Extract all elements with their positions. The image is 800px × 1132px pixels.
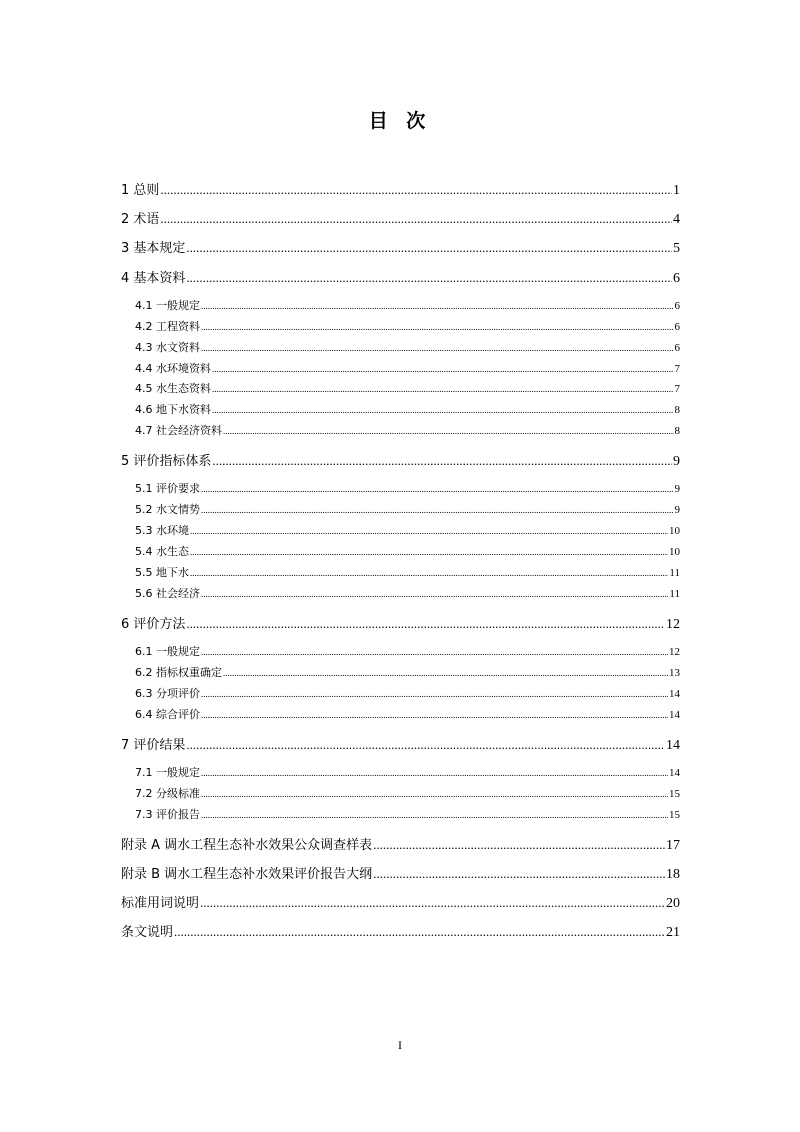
- toc-entry-label: 4.4 水环境资料: [135, 362, 211, 375]
- toc-entry-label: 5.1 评价要求: [135, 482, 200, 495]
- toc-entry-page-number: 7: [674, 383, 680, 395]
- toc-entry-label: 5 评价指标体系: [121, 454, 212, 468]
- toc-entry-page-number: 18: [666, 867, 680, 881]
- toc-entry-label: 6.3 分项评价: [135, 687, 200, 700]
- toc-entry-page-number: 17: [666, 838, 680, 852]
- dot-leader: [201, 505, 674, 515]
- dot-leader: [190, 547, 668, 557]
- toc-subentry[interactable]: [135, 585, 680, 600]
- toc-subentry[interactable]: [135, 643, 680, 658]
- toc-entry-page-number: 12: [669, 646, 680, 658]
- page-number: I: [398, 1038, 402, 1052]
- toc-entry-label: 4.6 地下水资料: [135, 403, 211, 416]
- toc-entry-page-number: 8: [674, 404, 680, 416]
- toc-entry[interactable]: [121, 267, 680, 285]
- toc-entry-label: 6.2 指标权重确定: [135, 666, 222, 679]
- toc-entry-label: 4 基本资料: [121, 271, 186, 285]
- toc-subentry[interactable]: [135, 664, 680, 679]
- toc-subentry[interactable]: [135, 339, 680, 354]
- toc-entry-page-number: 1: [673, 183, 680, 197]
- toc-entry-label: 4.3 水文资料: [135, 341, 200, 354]
- toc-entry-label: 7.2 分级标准: [135, 787, 200, 800]
- toc-subentry[interactable]: [135, 685, 680, 700]
- toc-entry[interactable]: [121, 179, 680, 197]
- toc-subentry[interactable]: [135, 297, 680, 312]
- dot-leader: [160, 211, 672, 226]
- dot-leader: [174, 924, 665, 939]
- toc-entry-page-number: 10: [669, 525, 680, 537]
- dot-leader: [160, 182, 672, 197]
- toc-subentry[interactable]: [135, 785, 680, 800]
- dot-leader: [223, 668, 668, 678]
- toc-entry-page-number: 14: [669, 709, 680, 721]
- toc-entry-page-number: 14: [669, 688, 680, 700]
- dot-leader: [201, 322, 674, 332]
- dot-leader: [190, 568, 668, 578]
- dot-leader: [200, 895, 665, 910]
- toc-entry-label: 5.5 地下水: [135, 566, 189, 579]
- toc-entry-page-number: 7: [674, 363, 680, 375]
- toc-entry-page-number: 9: [674, 504, 680, 516]
- toc-subentry[interactable]: [135, 401, 680, 416]
- toc-entry-label: 7 评价结果: [121, 738, 186, 752]
- toc-entry-label: 5.6 社会经济: [135, 587, 200, 600]
- toc-entry-page-number: 21: [666, 925, 680, 939]
- toc-entry[interactable]: [121, 237, 680, 255]
- dot-leader: [373, 866, 665, 881]
- toc-entry-page-number: 11: [669, 567, 680, 579]
- toc-entry-label: 5.4 水生态: [135, 545, 189, 558]
- toc-subentry[interactable]: [135, 806, 680, 821]
- toc-entry-page-number: 15: [669, 788, 680, 800]
- dot-leader: [201, 768, 668, 778]
- toc-entry-label: 4.2 工程资料: [135, 320, 200, 333]
- toc-entry-page-number: 6: [674, 342, 680, 354]
- toc-entry-page-number: 4: [673, 212, 680, 226]
- toc-entry[interactable]: [121, 892, 680, 910]
- toc-entry-page-number: 6: [674, 321, 680, 333]
- toc-entry-page-number: 13: [669, 667, 680, 679]
- toc-subentry[interactable]: [135, 360, 680, 375]
- dot-leader: [201, 301, 674, 311]
- toc-entry[interactable]: [121, 450, 680, 468]
- dot-leader: [186, 616, 665, 631]
- toc-entry-label: 4.1 一般规定: [135, 299, 200, 312]
- toc-entry-page-number: 11: [669, 588, 680, 600]
- toc-subentry[interactable]: [135, 522, 680, 537]
- toc-entry-page-number: 10: [669, 546, 680, 558]
- dot-leader: [223, 426, 674, 436]
- toc-entry-page-number: 9: [673, 454, 680, 468]
- dot-leader: [186, 240, 672, 255]
- dot-leader: [212, 364, 674, 374]
- toc-entry-label: 1 总则: [121, 183, 160, 197]
- dot-leader: [201, 589, 668, 599]
- toc-entry-page-number: 9: [674, 483, 680, 495]
- dot-leader: [373, 837, 665, 852]
- dot-leader: [201, 710, 668, 720]
- toc-subentry[interactable]: [135, 380, 680, 395]
- toc-subentry[interactable]: [135, 422, 680, 437]
- toc-entry-label: 4.5 水生态资料: [135, 382, 211, 395]
- toc-entry-label: 5.2 水文情势: [135, 503, 200, 516]
- toc-entry[interactable]: [121, 208, 680, 226]
- toc-entry-label: 2 术语: [121, 212, 160, 226]
- toc-entry-label: 条文说明: [121, 925, 174, 939]
- dot-leader: [212, 453, 672, 468]
- toc-subentry[interactable]: [135, 564, 680, 579]
- toc-entry-label: 附录 A 调水工程生态补水效果公众调查样表: [121, 838, 373, 852]
- dot-leader: [201, 789, 668, 799]
- toc-entry-label: 附录 B 调水工程生态补水效果评价报告大纲: [121, 867, 373, 881]
- dot-leader: [201, 810, 668, 820]
- toc-entry-label: 3 基本规定: [121, 241, 186, 255]
- toc-entry-label: 6 评价方法: [121, 617, 186, 631]
- toc-entry[interactable]: [121, 834, 680, 852]
- toc-entry-page-number: 15: [669, 809, 680, 821]
- dot-leader: [186, 737, 665, 752]
- toc-entry-page-number: 12: [666, 617, 680, 631]
- dot-leader: [201, 484, 674, 494]
- toc-entry-label: 6.4 综合评价: [135, 708, 200, 721]
- dot-leader: [212, 384, 674, 394]
- dot-leader: [201, 343, 674, 353]
- page-title: 目 次: [368, 110, 432, 132]
- toc-subentry[interactable]: [135, 501, 680, 516]
- toc-entry-page-number: 20: [666, 896, 680, 910]
- toc-entry[interactable]: [121, 734, 680, 752]
- dot-leader: [212, 405, 674, 415]
- toc-entry-label: 4.7 社会经济资料: [135, 424, 222, 437]
- dot-leader: [190, 526, 668, 536]
- toc-entry-label: 5.3 水环境: [135, 524, 189, 537]
- toc-entry-page-number: 14: [666, 738, 680, 752]
- toc-entry-page-number: 6: [673, 271, 680, 285]
- toc-subentry[interactable]: [135, 706, 680, 721]
- toc-entry-page-number: 8: [674, 425, 680, 437]
- toc-entry-label: 7.1 一般规定: [135, 766, 200, 779]
- toc-subentry[interactable]: [135, 480, 680, 495]
- dot-leader: [186, 270, 672, 285]
- toc-subentry[interactable]: [135, 318, 680, 333]
- dot-leader: [201, 689, 668, 699]
- toc-subentry[interactable]: [135, 543, 680, 558]
- toc-entry[interactable]: [121, 863, 680, 881]
- toc-entry-page-number: 14: [669, 767, 680, 779]
- toc-entry[interactable]: [121, 921, 680, 939]
- toc-entry-label: 6.1 一般规定: [135, 645, 200, 658]
- toc-subentry[interactable]: [135, 764, 680, 779]
- toc-entry-page-number: 6: [674, 300, 680, 312]
- toc-entry-label: 标准用词说明: [121, 896, 200, 910]
- toc-entry-label: 7.3 评价报告: [135, 808, 200, 821]
- toc-entry-page-number: 5: [673, 241, 680, 255]
- dot-leader: [201, 647, 668, 657]
- toc-entry[interactable]: [121, 613, 680, 631]
